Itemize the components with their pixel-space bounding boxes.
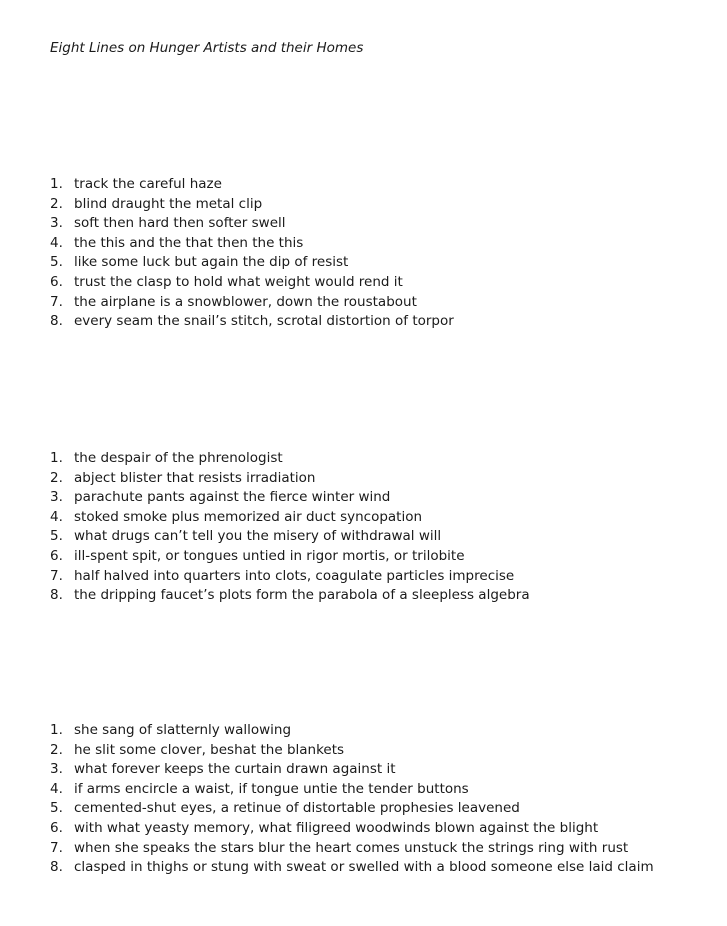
poem-line bbox=[50, 175, 720, 195]
poem-line bbox=[50, 586, 720, 606]
line-number: 4. bbox=[50, 508, 63, 525]
poem-line bbox=[50, 741, 720, 761]
line-text: like some luck but again the dip of resist bbox=[74, 254, 349, 271]
line-number: 8. bbox=[50, 587, 63, 604]
line-text: if arms encircle a waist, if tongue untie the tender buttons bbox=[74, 780, 469, 797]
line-number: 5. bbox=[50, 528, 63, 545]
poem-line bbox=[50, 488, 720, 508]
line-text: blind draught the metal clip bbox=[74, 195, 263, 212]
line-number: 1. bbox=[50, 176, 63, 192]
line-text: ill-spent spit, or tongues untied in rigor mortis, or trilobite bbox=[74, 547, 465, 564]
line-text: stoked smoke plus memorized air duct syncopation bbox=[74, 508, 423, 525]
poem-line bbox=[50, 819, 720, 839]
poem-line bbox=[50, 234, 720, 254]
stanza-1 bbox=[50, 175, 720, 332]
poem-line bbox=[50, 547, 720, 567]
poem-line bbox=[50, 721, 720, 741]
line-text: soft then hard then softer swell bbox=[74, 215, 286, 232]
line-number: 7. bbox=[50, 567, 63, 584]
poem-line bbox=[50, 293, 720, 313]
line-text: trust the clasp to hold what weight would rend it bbox=[74, 273, 403, 290]
stanza-2 bbox=[50, 449, 720, 606]
line-text: abject blister that resists irradiation bbox=[74, 469, 316, 486]
poem-line bbox=[50, 253, 720, 273]
line-number: 7. bbox=[50, 839, 63, 856]
poem-line bbox=[50, 527, 720, 547]
line-text: clasped in thighs or stung with sweat or swelled with a blood someone else laid claim bbox=[74, 859, 654, 876]
line-number: 2. bbox=[50, 469, 63, 486]
poem-line bbox=[50, 273, 720, 293]
line-text: when she speaks the stars blur the heart comes unstuck the strings ring with rust bbox=[74, 839, 629, 856]
poem-line bbox=[50, 508, 720, 528]
line-text: the this and the that then the this bbox=[74, 234, 304, 251]
poem-line bbox=[50, 760, 720, 780]
poem-line bbox=[50, 214, 720, 234]
line-number: 6. bbox=[50, 547, 63, 564]
line-text: the airplane is a snowblower, down the roustabout bbox=[74, 293, 417, 310]
line-text: the dripping faucet’s plots form the parabola of a sleepless algebra bbox=[74, 587, 530, 604]
line-number: 5. bbox=[50, 254, 63, 271]
line-number: 8. bbox=[50, 859, 63, 876]
line-number: 1. bbox=[50, 450, 63, 466]
line-number: 6. bbox=[50, 819, 63, 836]
line-number: 2. bbox=[50, 195, 63, 212]
stanza-3 bbox=[50, 721, 720, 878]
poem-line bbox=[50, 195, 720, 215]
line-text: he slit some clover, beshat the blankets bbox=[74, 741, 345, 758]
line-number: 7. bbox=[50, 293, 63, 310]
poem-line bbox=[50, 780, 720, 800]
line-number: 4. bbox=[50, 234, 63, 251]
line-number: 3. bbox=[50, 215, 63, 232]
poem-line bbox=[50, 312, 720, 332]
line-text: track the careful haze bbox=[74, 176, 222, 192]
poem-title: Eight Lines on Hunger Artists and their Homes bbox=[50, 40, 364, 56]
line-number: 5. bbox=[50, 800, 63, 817]
line-number: 4. bbox=[50, 780, 63, 797]
poem-line bbox=[50, 469, 720, 489]
line-text: cemented-shut eyes, a retinue of distortable prophesies leavened bbox=[74, 800, 520, 817]
line-text: what drugs can’t tell you the misery of withdrawal will bbox=[74, 528, 442, 545]
line-number: 2. bbox=[50, 741, 63, 758]
line-number: 3. bbox=[50, 489, 63, 506]
line-text: the despair of the phrenologist bbox=[74, 450, 283, 466]
line-number: 3. bbox=[50, 761, 63, 778]
poem-line bbox=[50, 839, 720, 859]
poem-line bbox=[50, 449, 720, 469]
line-text: with what yeasty memory, what filigreed woodwinds blown against the blight bbox=[74, 819, 599, 836]
line-text: parachute pants against the fierce winter wind bbox=[74, 489, 391, 506]
line-text: every seam the snail’s stitch, scrotal distortion of torpor bbox=[74, 313, 454, 330]
poem-line bbox=[50, 858, 720, 878]
line-text: what forever keeps the curtain drawn against it bbox=[74, 761, 396, 778]
line-text: half halved into quarters into clots, coagulate particles imprecise bbox=[74, 567, 515, 584]
poem-line bbox=[50, 567, 720, 587]
line-text: she sang of slatternly wallowing bbox=[74, 722, 292, 738]
line-number: 8. bbox=[50, 313, 63, 330]
poem-line bbox=[50, 799, 720, 819]
line-number: 6. bbox=[50, 273, 63, 290]
line-number: 1. bbox=[50, 722, 63, 738]
